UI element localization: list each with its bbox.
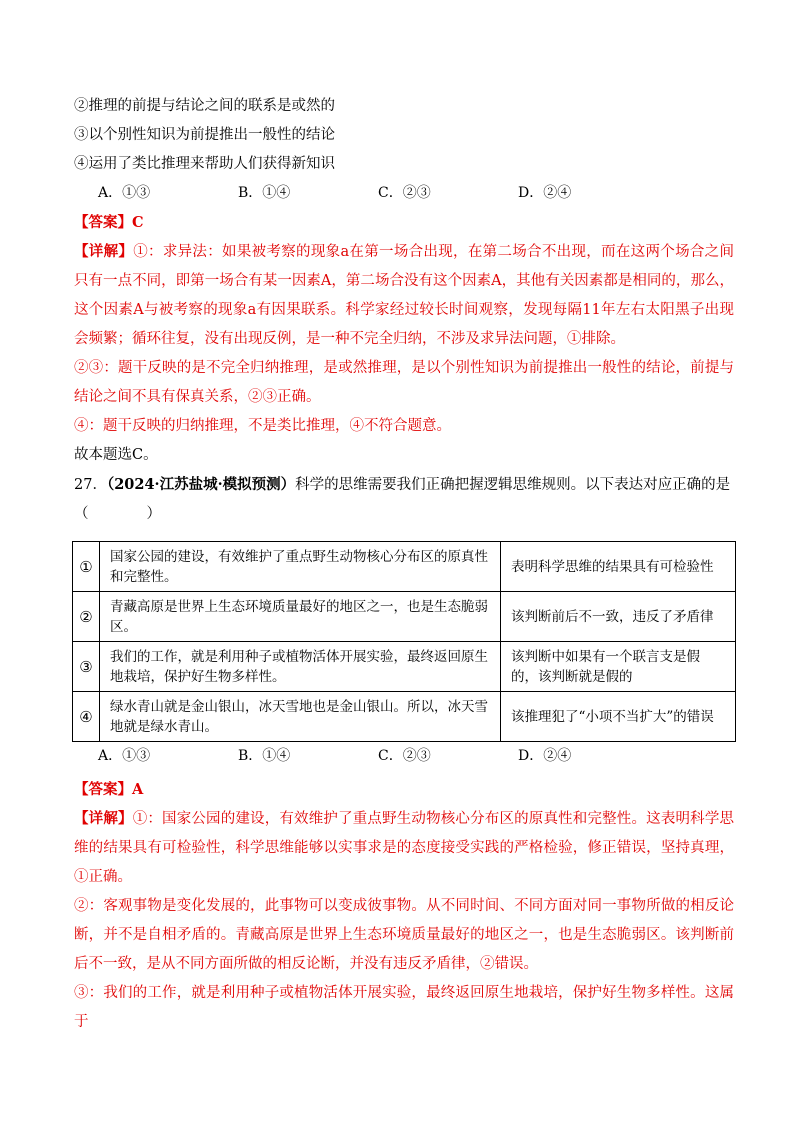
table-row bbox=[73, 542, 736, 592]
statement-3: ③以个别性知识为前提推出一般性的结论 bbox=[74, 127, 335, 143]
question-answer bbox=[74, 775, 734, 804]
row-number: ① bbox=[73, 542, 100, 592]
question-blank: （ ） bbox=[74, 506, 161, 522]
question-27-stem bbox=[74, 470, 734, 500]
question-options bbox=[74, 742, 734, 771]
prev-answer bbox=[74, 208, 734, 237]
row-statement: 国家公园的建设，有效维护了重点野生动物核心分布区的原真性和完整性。 bbox=[100, 542, 501, 592]
explanation-para-1: 【详解】①：求异法：如果被考察的现象a在第一场合出现，在第二场合不出现，而在这两个场合之间只有一点不同，即第一场合有某一因素A，第二场合没有这个因素A，其他有关因素都是相同的，那么，这个因素A与被考察的现象a有因果联系。科学家经过较长时间观察，发现每隔11年左右太阳黑子出现会频繁；循环往复，没有出现反例，是一种不完全归纳，不涉及求异法问题，①排除。 bbox=[74, 243, 734, 347]
explanation-para-2: ②：客观事物是变化发展的，此事物可以变成彼事物。从不同时间、不同方面对同一事物所做的相反论断，并不是自相矛盾的。青藏高原是世界上生态环境质量最好的地区之一，也是生态脆弱区。该判断前后不一致，是从不同方面所做的相反论断，并没有违反矛盾律，②错误。 bbox=[74, 898, 734, 972]
row-statement: 绿水青山就是金山银山，冰天雪地也是金山银山。所以，冰天雪地就是绿水青山。 bbox=[100, 692, 501, 742]
option-a: A．①③ bbox=[98, 748, 151, 764]
table-row bbox=[73, 642, 736, 692]
row-number: ② bbox=[73, 592, 100, 642]
prev-options bbox=[74, 179, 734, 208]
row-number: ③ bbox=[73, 642, 100, 692]
option-b: B．①④ bbox=[238, 748, 291, 764]
question-table bbox=[72, 541, 736, 742]
prev-explanation bbox=[74, 237, 734, 441]
option-b: B．①④ bbox=[238, 185, 291, 201]
explanation-para-1: 【详解】①：国家公园的建设，有效维护了重点野生动物核心分布区的原真性和完整性。这表明科学思维的结果具有可检验性，科学思维能够以实事求是的态度接受实践的严格检验，修正错误，坚持真理，①正确。 bbox=[74, 810, 735, 885]
row-analysis: 表明科学思维的结果具有可检验性 bbox=[501, 542, 736, 592]
explain-label: 【详解】 bbox=[74, 243, 134, 260]
statement-4: ④运用了类比推理来帮助人们获得新知识 bbox=[74, 156, 335, 172]
question-explanation bbox=[74, 804, 734, 1037]
option-a: A．①③ bbox=[98, 185, 151, 201]
question-source: （2024·江苏盐城·模拟预测） bbox=[106, 476, 296, 493]
explanation-para-2: ②③：题干反映的是不完全归纳推理，是或然推理，是以个别性知识为前提推出一般性的结论，前提与结论之间不具有保真关系，②③正确。 bbox=[74, 360, 734, 405]
row-statement: 我们的工作，就是利用种子或植物活体开展实验，最终返回原生地栽培，保护好生物多样性。 bbox=[100, 642, 501, 692]
answer-value: A bbox=[132, 781, 144, 798]
row-number: ④ bbox=[73, 692, 100, 742]
option-d: D．②④ bbox=[518, 748, 572, 764]
option-d: D．②④ bbox=[518, 185, 572, 201]
table-row bbox=[73, 592, 736, 642]
answer-label: 【答案】 bbox=[74, 781, 132, 798]
row-statement: 青藏高原是世界上生态环境质量最好的地区之一，也是生态脆弱区。 bbox=[100, 592, 501, 642]
explanation-para-3: ④：题干反映的归纳推理，不是类比推理，④不符合题意。 bbox=[74, 418, 451, 434]
document-page bbox=[74, 92, 734, 1037]
table-row bbox=[73, 692, 736, 742]
statement-2: ②推理的前提与结论之间的联系是或然的 bbox=[74, 98, 335, 114]
explanation-para-3: ③：我们的工作，就是利用种子或植物活体开展实验，最终返回原生地栽培，保护好生物多样性。这属于 bbox=[74, 985, 734, 1030]
option-c: C．②③ bbox=[378, 185, 431, 201]
explain-label: 【详解】 bbox=[74, 810, 133, 827]
row-analysis: 该判断前后不一致，违反了矛盾律 bbox=[501, 592, 736, 642]
question-number: 27． bbox=[74, 477, 107, 493]
prev-conclusion: 故本题选C。 bbox=[74, 447, 158, 463]
answer-value: C bbox=[132, 214, 144, 231]
option-c: C．②③ bbox=[378, 748, 431, 764]
row-analysis: 该推理犯了“小项不当扩大”的错误 bbox=[501, 692, 736, 742]
question-text: 科学的思维需要我们正确把握逻辑思维规则。以下表达对应正确的是 bbox=[295, 477, 731, 493]
answer-label: 【答案】 bbox=[74, 214, 132, 231]
row-analysis: 该判断中如果有一个联言支是假的，该判断就是假的 bbox=[501, 642, 736, 692]
